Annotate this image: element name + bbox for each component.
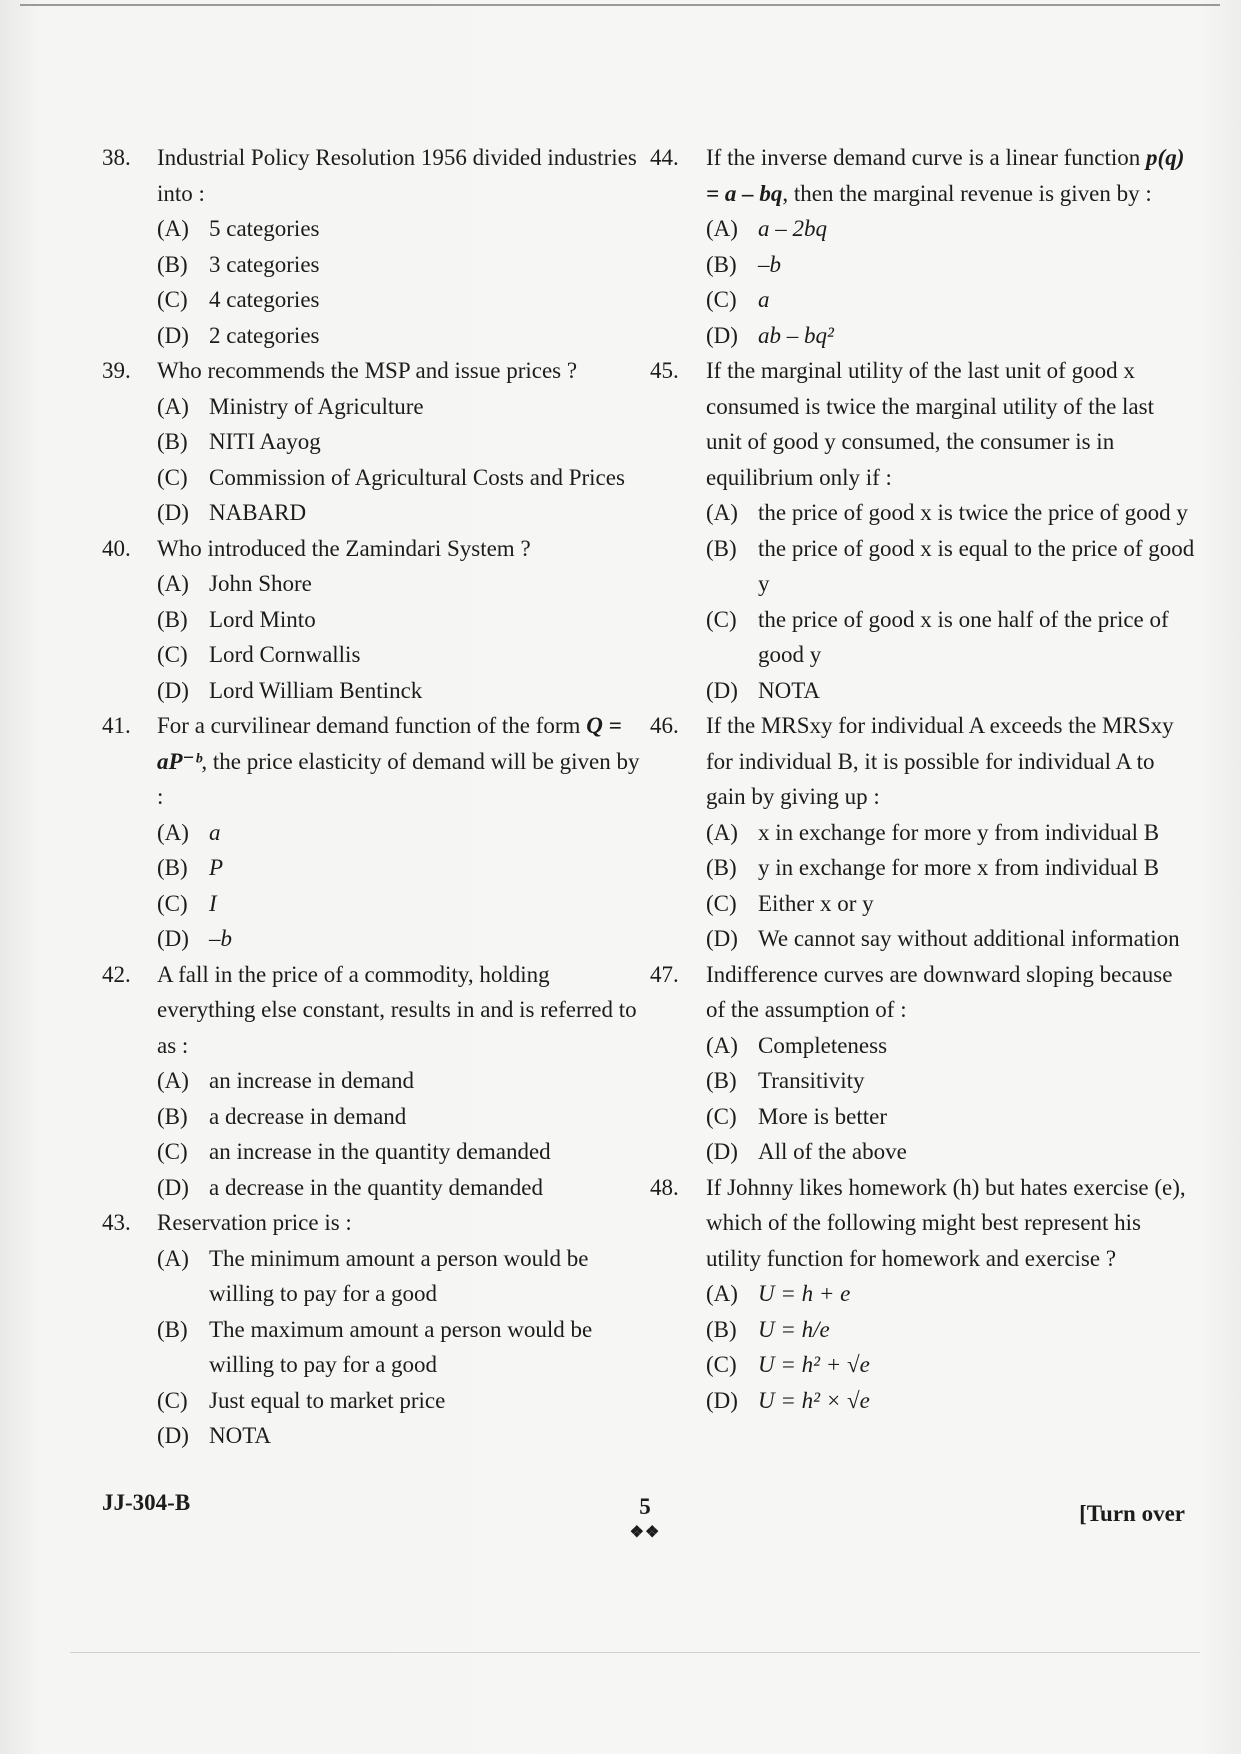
- option-a: (A) a: [157, 819, 221, 845]
- option-list: [157, 1241, 647, 1454]
- question-number: 47.: [650, 961, 679, 987]
- option-list: [706, 1276, 1195, 1418]
- page-number: 5 ❖❖: [620, 1494, 670, 1546]
- question-text: If the MRSxy for individual A exceeds the MRSxy for individual B, it is possible for individual A to gain by giving up :: [706, 713, 1174, 809]
- question-42: [102, 957, 647, 1206]
- option-d: (D) ab – bq²: [706, 322, 834, 348]
- question-38: [102, 140, 647, 353]
- question-text: Who introduced the Zamindari System ?: [157, 535, 531, 561]
- option-a: (A) an increase in demand: [157, 1068, 414, 1093]
- option-list: [157, 566, 647, 708]
- left-column: [102, 140, 647, 1454]
- option-a: (A) 5 categories: [157, 216, 320, 241]
- option-d: (D) U = h² × √e: [706, 1387, 870, 1413]
- option-c: (C) U = h² + √e: [706, 1352, 870, 1377]
- question-text: Reservation price is :: [157, 1210, 352, 1235]
- option-c: (C) More is better: [706, 1103, 888, 1129]
- question-text: If the inverse demand curve is a linear function p(q) = a – bq, then the marginal revenue is given by :: [706, 145, 1185, 206]
- paper-code: JJ-304-B: [102, 1490, 191, 1515]
- question-number: 44.: [650, 145, 679, 170]
- question-number: 43.: [102, 1210, 131, 1235]
- option-a: (A) a – 2bq: [706, 216, 827, 241]
- option-a: (A) x in exchange for more y from individual B: [706, 819, 1160, 845]
- option-list: [157, 1063, 647, 1205]
- option-d: (D) NABARD: [157, 500, 307, 525]
- option-b: (B) a decrease in demand: [157, 1103, 407, 1129]
- question-text: Indifference curves are downward sloping because of the assumption of :: [706, 961, 1173, 1022]
- turn-over-label: [Turn over: [1079, 1501, 1185, 1526]
- option-list: [706, 815, 1195, 957]
- option-b: (B) 3 categories: [157, 251, 320, 277]
- option-d: (D) All of the above: [706, 1139, 907, 1164]
- option-c: (C) Lord Cornwallis: [157, 642, 361, 667]
- ornament-icon: ❖❖: [629, 1524, 661, 1541]
- option-c: (C) Just equal to market price: [157, 1387, 446, 1413]
- option-list: [706, 1028, 1195, 1170]
- top-border-line: [20, 4, 1220, 6]
- option-d: (D) 2 categories: [157, 322, 320, 348]
- option-c: (C) an increase in the quantity demanded: [157, 1139, 551, 1164]
- question-41: [102, 708, 647, 957]
- question-44: [650, 140, 1195, 353]
- right-column: [650, 140, 1195, 1418]
- question-46: [650, 708, 1195, 957]
- option-c: (C) Commission of Agricultural Costs and Prices: [157, 464, 625, 490]
- formula: Q = aP⁻ᵇ: [157, 713, 622, 774]
- question-text: For a curvilinear demand function of the form Q = aP⁻ᵇ, the price elasticity of demand will be given by :: [157, 713, 640, 809]
- option-d: (D) NOTA: [157, 1423, 272, 1448]
- option-b: (B) –b: [706, 251, 781, 277]
- question-text: If the marginal utility of the last unit of good x consumed is twice the marginal utility of the last unit of good y consumed, the consumer is in equilibrium only if :: [706, 358, 1154, 490]
- option-a: (A) Ministry of Agriculture: [157, 393, 424, 419]
- question-number: 38.: [102, 145, 131, 170]
- option-list: [706, 211, 1195, 353]
- option-b: (B) Transitivity: [706, 1068, 865, 1093]
- option-c: (C) the price of good x is one half of the price of good y: [706, 606, 1169, 667]
- question-number: 48.: [650, 1174, 679, 1200]
- option-b: (B) NITI Aayog: [157, 429, 321, 454]
- option-c: (C) I: [157, 890, 217, 916]
- option-list: [157, 211, 647, 353]
- option-b: (B) The maximum amount a person would be willing to pay for a good: [157, 1316, 593, 1377]
- option-c: (C) Either x or y: [706, 890, 874, 916]
- question-number: 39.: [102, 358, 131, 383]
- option-list: [157, 389, 647, 531]
- question-number: 40.: [102, 535, 131, 561]
- option-d: (D) Lord William Bentinck: [157, 677, 423, 703]
- option-b: (B) the price of good x is equal to the price of good y: [706, 535, 1195, 596]
- option-d: (D) –b: [157, 926, 232, 951]
- option-list: [706, 495, 1195, 708]
- option-a: (A) Completeness: [706, 1032, 888, 1058]
- question-number: 42.: [102, 961, 131, 987]
- option-d: (D) We cannot say without additional information: [706, 926, 1180, 951]
- option-d: (D) NOTA: [706, 677, 821, 703]
- question-40: [102, 531, 647, 709]
- option-b: (B) U = h/e: [706, 1316, 830, 1342]
- bottom-border-line: [70, 1652, 1200, 1653]
- question-text: A fall in the price of a commodity, holding everything else constant, results in and is referred to as :: [157, 961, 637, 1058]
- option-b: (B) y in exchange for more x from individual B: [706, 855, 1160, 880]
- option-c: (C) 4 categories: [157, 287, 320, 312]
- option-a: (A) U = h + e: [706, 1281, 851, 1306]
- question-39: [102, 353, 647, 531]
- option-a: (A) John Shore: [157, 571, 312, 596]
- formula: p(q) = a – bq: [706, 145, 1185, 206]
- question-48: [650, 1170, 1195, 1419]
- option-b: (B) P: [157, 855, 224, 880]
- question-text: If Johnny likes homework (h) but hates exercise (e), which of the following might best represent his utility function for homework and exercise ?: [706, 1174, 1186, 1271]
- option-a: (A) The minimum amount a person would be willing to pay for a good: [157, 1245, 589, 1306]
- option-a: (A) the price of good x is twice the price of good y: [706, 500, 1188, 525]
- question-45: [650, 353, 1195, 708]
- question-text: Who recommends the MSP and issue prices ?: [157, 358, 578, 383]
- option-d: (D) a decrease in the quantity demanded: [157, 1174, 543, 1200]
- question-number: 46.: [650, 713, 679, 738]
- option-b: (B) Lord Minto: [157, 606, 316, 632]
- question-number: 45.: [650, 358, 679, 383]
- question-number: 41.: [102, 713, 131, 738]
- option-c: (C) a: [706, 287, 770, 312]
- option-list: [157, 815, 647, 957]
- question-text: Industrial Policy Resolution 1956 divided industries into :: [157, 145, 637, 206]
- question-47: [650, 957, 1195, 1170]
- question-43: [102, 1205, 647, 1454]
